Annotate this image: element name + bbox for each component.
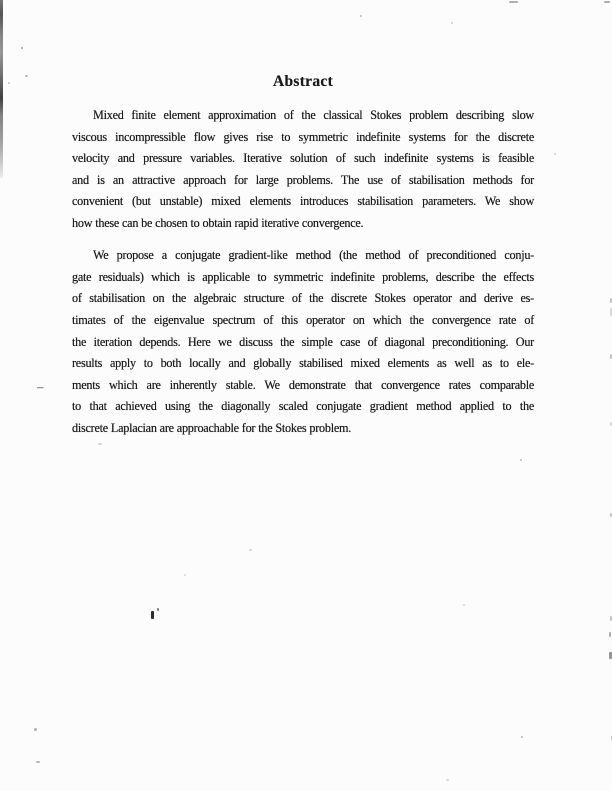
scan-speck xyxy=(609,632,611,637)
text-line: viscous incompressible flow gives rise to symmetric indefinite systems for the discrete xyxy=(72,129,534,144)
scan-speck xyxy=(21,47,23,49)
scan-speck xyxy=(509,1,518,3)
text-line: to that achieved using the diagonally scaled conjugate gradient method applied to the xyxy=(72,399,534,414)
text-line: the iteration depends. Here we discuss the simple case of diagonal preconditioning. Our xyxy=(72,334,534,349)
scan-speck xyxy=(554,153,556,155)
scan-speck xyxy=(249,549,252,551)
abstract-heading: Abstract xyxy=(272,73,334,90)
paragraph xyxy=(72,105,534,235)
text-line: velocity and pressure variables. Iterative solution of such indefinite systems is feasible xyxy=(72,151,534,166)
abstract-body xyxy=(72,105,534,440)
scan-speck xyxy=(36,761,40,763)
text-line: Mixed finite element approximation of the classical Stokes problem describing slow xyxy=(93,108,534,122)
scan-speck xyxy=(604,1,610,3)
text-line: gate residuals) which is applicable to symmetric indefinite problems, describe the effects xyxy=(72,269,534,284)
text-line: results apply to both locally and globally stabilised mixed elements as well as to ele- xyxy=(72,356,534,371)
scan-speck xyxy=(446,779,449,781)
scan-speck xyxy=(34,728,37,731)
text-line: how these can be chosen to obtain rapid iterative convergence. xyxy=(72,215,364,230)
paragraph xyxy=(72,245,534,439)
scan-speck xyxy=(463,604,465,606)
scan-speck xyxy=(25,75,28,77)
scan-speck xyxy=(451,22,453,24)
text-line: timates of the eigenvalue spectrum of this operator on which the convergence rate of xyxy=(72,312,534,327)
scan-speck xyxy=(8,82,10,84)
text-line: ments which are inherently stable. We demonstrate that convergence rates comparable xyxy=(72,377,534,392)
scan-speck xyxy=(521,736,523,738)
margin-dash: – xyxy=(37,379,44,394)
text-line: discrete Laplacian are approachable for the Stokes problem. xyxy=(72,420,352,435)
scan-speck xyxy=(184,574,186,576)
scan-speck xyxy=(520,459,522,461)
text-line: We propose a conjugate gradient-like method (the method of preconditioned conju- xyxy=(93,248,534,263)
scan-edge-stripe xyxy=(0,0,3,178)
scan-speck xyxy=(157,608,159,611)
text-line: of stabilisation on the algebraic structure of the discrete Stokes operator and derive es- xyxy=(72,291,534,306)
text-line: and is an attractive approach for large problems. The use of stabilisation methods for xyxy=(72,172,534,187)
text-line: convenient (but unstable) mixed elements introduces stabilisation parameters. We show xyxy=(72,194,534,209)
scan-speck xyxy=(151,611,154,619)
scan-speck xyxy=(360,15,362,17)
scan-speck xyxy=(98,443,102,445)
